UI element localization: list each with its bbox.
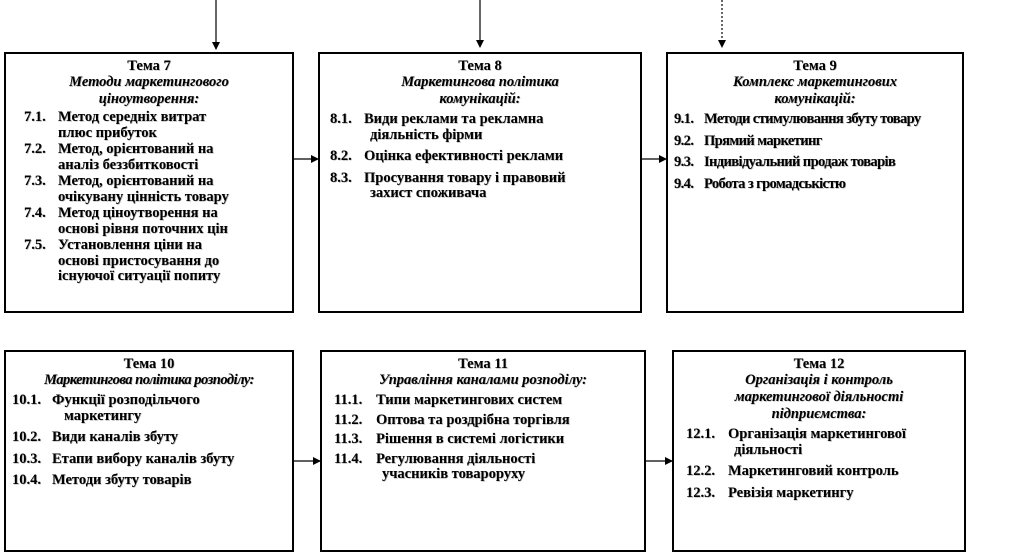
topic-9-title: Тема 9 [793, 58, 837, 74]
list-item: 12.2. Маркетинговий контроль [686, 463, 899, 479]
topic-8-title: Тема 8 [458, 58, 502, 74]
topic-11-items [328, 393, 638, 483]
topic-11-subtitle: Управління каналами розподілу: [379, 372, 587, 388]
topic-9-box [666, 52, 964, 313]
list-item: 11.3. Рішення в системі логістики [334, 431, 565, 447]
topic-10-title: Тема 10 [123, 356, 175, 372]
list-item: 9.1. Методи стимулювання збуту товару [674, 111, 921, 127]
topic-12-title: Тема 12 [793, 356, 845, 372]
topic-12-box [672, 350, 966, 552]
list-item: 8.2. Оцінка ефективності реклами [330, 148, 564, 164]
topic-9-subtitle: Комплекс маркетингових комунікацій: [732, 74, 898, 107]
list-item: 10.3. Етапи вибору каналів збуту [12, 450, 235, 467]
list-item: 8.1. Види реклами та рекламна діяльність фірми [330, 111, 544, 143]
list-item: 12.1. Організація маркетингової діяльності [686, 426, 906, 458]
list-item: 11.4. Регулювання діяльності учасників товароруху [334, 450, 536, 482]
list-item: 7.4. Метод ціноутворення на основі рівня поточних цін [24, 205, 228, 237]
list-item: 7.3. Метод, орієнтований на очікувану цінність товару [24, 173, 229, 205]
list-item: 11.1. Типи маркетингових систем [334, 392, 563, 408]
list-item: 7.5. Установлення ціни на основі пристосування до існуючої ситуації попиту [24, 237, 221, 284]
topic-8-box [318, 52, 642, 313]
list-item: 10.2. Види каналів збуту [12, 429, 179, 445]
list-item: 9.3. Індивідуальний продаж товарів [674, 154, 896, 170]
topic-10-items [12, 393, 286, 489]
topic-8-subtitle: Маркетингова політика комунікацій: [401, 74, 559, 107]
topic-12-subtitle: Організація і контроль маркетингової діяльності підприємства: [734, 372, 904, 422]
list-item: 9.4. Робота з громадськістю [674, 175, 846, 192]
list-item: 7.2. Метод, орієнтований на аналіз беззбитковості [24, 141, 214, 173]
topic-11-box [320, 350, 646, 552]
topic-12-items [680, 427, 958, 501]
topic-7-subtitle: Методи маркетингового ціноутворення: [69, 74, 229, 107]
topic-7-title: Тема 7 [127, 58, 171, 74]
topic-8-items [326, 112, 634, 202]
list-item: 11.2. Оптова та роздрібна торгівля [334, 411, 570, 428]
list-item: 8.3. Просування товару і правовий захист споживача [330, 169, 566, 201]
topic-10-subtitle: Маркетингова політика розподілу: [44, 372, 254, 388]
topic-7-box [4, 52, 294, 313]
topic-9-items [674, 112, 956, 192]
list-item: 9.2. Прямий маркетинг [674, 132, 822, 149]
topic-10-box [4, 350, 294, 552]
list-item: 10.1. Функції розподільчого маркетингу [12, 392, 200, 424]
list-item: 10.4. Методи збуту товарів [12, 472, 192, 488]
topic-11-title: Тема 11 [458, 356, 508, 372]
topic-7-items [12, 110, 286, 285]
list-item: 7.1. Метод середніх витрат плюс прибуток [24, 109, 207, 141]
list-item: 12.3. Ревізія маркетингу [686, 484, 854, 501]
